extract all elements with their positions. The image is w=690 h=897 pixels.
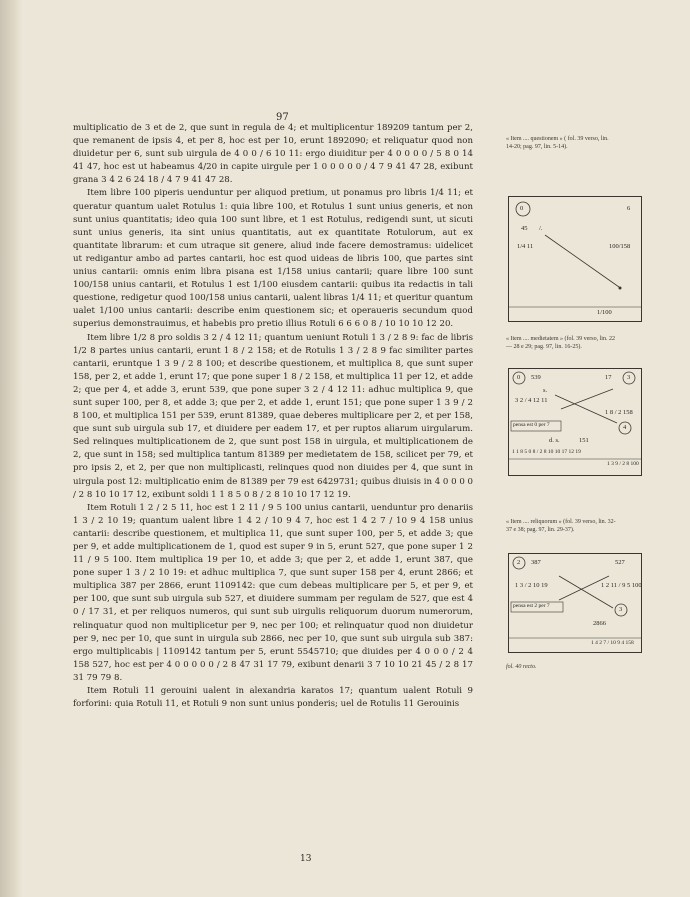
- diagram-2-circle-right: 3: [627, 374, 631, 381]
- page-gutter-shadow: [0, 0, 22, 897]
- diagram-1-bottom-frac: 1/100: [597, 309, 612, 316]
- diagram-2-right-bottom: 1 3 9 / 2 8 100: [607, 461, 639, 467]
- diagram-3-circle-left: 2: [517, 559, 521, 566]
- diagram-3-bottom-frac: 1 4 2 7 / 10 9 4 158: [591, 640, 634, 646]
- margin-note-3: « Item .... reliquorum » (fol. 39 verso, lin. 32-37 e 38; pag. 97, lin. 29-37).: [506, 519, 616, 533]
- diagram-3-circle3: 3: [619, 606, 623, 613]
- diagram-3-num-left: 387: [531, 559, 541, 566]
- diagram-2-bottom-line: 1 1 8 5 0 8 / 2 8 10 10 17 12 19: [512, 449, 581, 455]
- diagram-3-pensa: pensa est 2 per 7: [513, 603, 550, 609]
- diagram-1-left-frac: 1/4 11: [517, 243, 534, 250]
- diagram-2: [508, 368, 642, 476]
- diagram-2-circle4: 4: [623, 424, 627, 431]
- diagram-2-left-frac: 3 2 / 4 12 11: [515, 397, 548, 404]
- diagram-1-letter: /.: [539, 225, 543, 232]
- diagram-2-d-label: d. s.: [549, 437, 560, 444]
- diagram-2-letter: s.: [543, 387, 548, 394]
- paragraph-1: multiplicatio de 3 et de 2, que sunt in regula de 4; et multiplicentur 189209 tantum per 2, que remanent de ipsis 4, et per 8, hoc est per 10, erunt 1892090; et reliquatur quod non diuidetur per 6, sunt sub uirgula de 4 0 0 / 6 10 11: ergo diuiditur per 4 0 0 0 0 / 5 8 0 14 41 47, hoc est ut habeamus 4/20 in capite uirgule per 1 0 0 0 0 0 / 4 7 9 41 47 28, exibunt grana 3 4 2 6 24 18 / 4 7 9 41 47 28.: [73, 123, 473, 186]
- diagram-2-bottom-num: 151: [579, 437, 589, 444]
- paragraph-2: Item libre 100 piperis uenduntur per aliquod pretium, ut ponamus pro libris 1/4 11; et queratur quantum ualet Rotulus 1: quia libre 100, et Rotulus 1 sunt unius generis, et non sunt unius quantitatis; ideo quia 100 sunt libre, et 1 est Rotulus, redigendi sunt, ut sicuti sunt unius generis, ita sint unius quantitatis, aut ex quantitate Rotulorum, aut ex quantitate librarum: et cum utraque sit genere, aliud inde facere demostramus: uidelicet ut redigantur ambo ad partes cantarii, hoc est quod uideas de libris 100, que partes sint unius cantarii: omnis enim libra pisana est 1/158 unius cantarii; quare libre 100 sunt 100/158 unius cantarii, et Rotulus 1 est 1/100 eiusdem cantarii: quibus ita redactis in tali questione, redigetur quod 100/158 unius cantarii, ualent libras 1/4 11; et queritur quantum ualet 1/100 unius cantarii: describe enim questionem sic; et operaueris secundum quod superius demonstrauimus, et habebis pro pretio illius Rotuli 6 6 6 0 8 / 10 10 10 12 20.: [73, 188, 473, 330]
- diagram-1-right-num: 6: [627, 205, 631, 212]
- diagram-2-circle-left: 0: [517, 374, 521, 381]
- diagram-3-right-frac: 1 2 11 / 9 5 100: [601, 582, 642, 589]
- diagram-2-pensa: pensa est 0 per 7: [513, 422, 550, 428]
- diagram-3: [508, 553, 642, 653]
- page-number: 97: [276, 112, 289, 123]
- paragraph-3: Item libre 1/2 8 pro soldis 3 2 / 4 12 11; quantum ueniunt Rotuli 1 3 / 2 8 9: fac de libris 1/2 8 partes unius cantarii, erunt 1 8 / 2 158; et de Rotulis 1 3 / 2 8 9 fac similiter partes cantarii, eruntque 1 3 9 / 2 8 100; et describe questionem, et multiplica 8, que sunt super 158, per 2, et adde 1, erunt 17; que pone super 1 8 / 2 158, et multiplica 11 per 12, et adde 2; que per 4, et adde 3, erunt 539, que pone super 3 2 / 4 12 11: adhuc multiplica 9, que sunt super 100, per 8, et adde 3; que per 2, et adde 1, erunt 151; que pone super 1 3 9 / 2 8 100, et multiplica 151 per 539, erunt 81389, quae deberes multiplicare per 2, et per 158, que sunt sub uirgula sub 17, et diuidere per eadem 17, et per ruptos aliarum uirgularum. Sed relinques multiplicationem de 2, que sunt post 158 in uirgula, et multiplicationem de 2, que sunt in 158; sed multiplica tantum 81389 per medietatem de 158, scilicet per 79, et pro ipsis 2, et 2, per que non multiplicasti, relinques quod non diuides per 4, que sunt in uirgula post 12: multiplicatio enim de 81389 per 79 est 6429731; quibus diuisis in 4 0 0 0 0 / 2 8 10 10 17 12, exibunt soldi 1 1 8 5 0 8 / 2 8 10 10 17 12 19.: [73, 332, 473, 500]
- diagram-1-right-frac: 100/158: [609, 243, 631, 250]
- diagram-2-num-left: 539: [531, 374, 541, 381]
- margin-note-4: fol. 40 recto.: [506, 664, 537, 670]
- margin-note-2: « Item .... medietatem » (fol. 39 verso, lin. 22 — 28 e 29; pag. 97, lin. 16-25).: [506, 336, 615, 350]
- diagram-3-bottom-num: 2866: [593, 620, 606, 627]
- signature-mark: 13: [300, 854, 312, 864]
- diagram-2-num-right: 17: [605, 374, 612, 381]
- diagram-1-mid-num: 45: [521, 225, 528, 232]
- diagram-1-lines: [509, 197, 641, 321]
- diagram-1-circle-label: 0: [520, 205, 524, 212]
- diagram-3-num-right: 527: [615, 559, 625, 566]
- main-text: [73, 122, 473, 711]
- diagram-1: [508, 196, 642, 322]
- paragraph-5: Item Rotuli 11 gerouini ualent in alexandria karatos 17; quantum ualent Rotuli 9 forforini: quia Rotuli 11, et Rotuli 9 non sunt unius ponderis; uel de Rotulis 11 Gerouinis: [73, 686, 473, 710]
- diagram-3-left-frac: 1 3 / 2 10 19: [515, 582, 548, 589]
- margin-note-1: « Item .... questionem » ( fol. 39 verso, lin. 14-20; pag. 97, lin. 5-14).: [506, 136, 609, 150]
- paragraph-4: Item Rotuli 1 2 / 2 5 11, hoc est 1 2 11 / 9 5 100 unius cantarii, uenduntur pro denariis 1 3 / 2 10 19; quantum ualent libre 1 4 2 / 10 9 4 7, hoc est 1 4 2 7 / 10 9 4 158 unius cantarii: describe questionem, et multiplica 11, que sunt super 100, per 5, et adde 3; que per 9, et adde multiplicationem de 1, quod est super 9 in 5, erunt 527, que pone super 1 2 11 / 9 5 100. Item multiplica 19 per 10, et adde 3; que per 2, et adde 1, erunt 387, que pone super 1 3 / 2 10 19: et adhuc multiplica 7, que sunt super 158 per 4, erunt 2866; et multiplica 387 per 2866, erunt 1109142: que cum debeas multiplicare per 5, et per 9, et per 100, que sunt sub uirgula sub 527, et diuidere summam per regulam de 527, que est 4 0 / 17 31, et per reliquos numeros, qui sunt sub uirgulis reliquorum duorum numerorum, relinquatur quod non multiplicetur per 9, nec per 100; et relinquatur quod non diuidetur per 9, nec per 10, que sunt in uirgula sub 2866, nec per 10, que sunt sub uirgula sub 387: ergo multiplicabis | 1109142 tantum per 5, erunt 5545710; que diuides per 4 0 0 0 / 2 4 158 527, hoc est per 4 0 0 0 0 0 / 2 8 47 31 17 79, exibunt denarii 3 7 10 10 21 45 / 2 8 17 31 79 79 8.: [73, 502, 473, 683]
- diagram-2-right-frac: 1 8 / 2 158: [605, 409, 633, 416]
